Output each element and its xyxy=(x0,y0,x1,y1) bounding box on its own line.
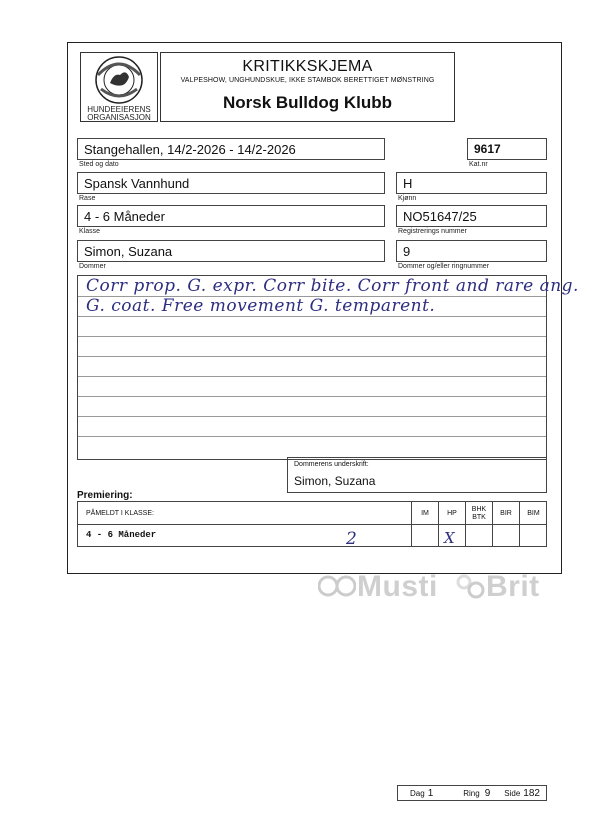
catalog-number-label: Kat.nr xyxy=(469,161,488,168)
ring-footer-label: Ring xyxy=(463,788,480,798)
col-bhk-btk: BHK BTK xyxy=(465,502,492,525)
registration-label: Registrerings nummer xyxy=(398,228,467,235)
form-subtitle: VALPESHOW, UNGHUNDSKUE, IKKE STAMBOK BERETTIGET MØNSTRING xyxy=(180,77,435,84)
club-name: Norsk Bulldog Klubb xyxy=(222,93,393,112)
premiering-class: 4 - 6 Måneder xyxy=(86,530,157,540)
registration-field[interactable]: NO51647/25 xyxy=(396,205,547,227)
critique-line-2: G. coat. Free movement G. temparent. xyxy=(86,296,436,316)
critique-line-1: Corr prop. G. expr. Corr bite. Corr front and rare ang. xyxy=(86,276,579,296)
day-value: 1 xyxy=(427,787,434,799)
page-value: 182 xyxy=(523,787,540,799)
class-label: Klasse xyxy=(79,228,101,235)
page-label: Side xyxy=(504,788,521,798)
judge-field[interactable]: Simon, Suzana xyxy=(77,240,385,262)
page-footer xyxy=(397,785,547,801)
cell-bhk-btk[interactable] xyxy=(465,525,492,546)
ring-field[interactable]: 9 xyxy=(396,240,547,262)
note-line xyxy=(78,396,546,397)
sponsor-brit: Brit xyxy=(486,570,540,603)
ring-label: Dommer og/eller ringnummer xyxy=(398,263,490,270)
entered-in-class-label: PÅMELDT I KLASSE: xyxy=(86,510,154,517)
sex-field[interactable]: H xyxy=(396,172,547,194)
club-logo xyxy=(80,52,158,122)
judge-label: Dommer xyxy=(79,263,106,270)
col-bim: BIM xyxy=(519,502,547,525)
critique-area[interactable] xyxy=(77,275,579,460)
venue-field[interactable]: Stangehallen, 14/2-2026 - 14/2-2026 xyxy=(77,138,385,160)
logo-line-2: ORGANISASJON xyxy=(87,113,151,122)
note-line xyxy=(78,316,546,317)
hp-mark: X xyxy=(444,529,455,547)
sponsor-musti: Musti xyxy=(357,570,438,603)
signature-label: Dommerens underskrift: xyxy=(294,461,369,468)
judge-signature-box[interactable] xyxy=(287,457,547,493)
musti-logo-icon xyxy=(318,572,356,600)
note-line xyxy=(78,376,546,377)
brit-logo-icon xyxy=(454,572,486,600)
note-line xyxy=(78,356,546,357)
ring-footer-value: 9 xyxy=(484,787,491,799)
premiering-label: Premiering: xyxy=(77,490,133,501)
form-title: KRITIKKSKJEMA xyxy=(242,58,373,75)
col-bir: BIR xyxy=(492,502,519,525)
premiering-table xyxy=(77,501,547,547)
entered-count: 2 xyxy=(346,529,357,549)
catalog-number-field[interactable]: 9617 xyxy=(467,138,547,160)
signature-value: Simon, Suzana xyxy=(294,474,376,488)
sex-label: Kjønn xyxy=(398,195,417,202)
logo-line-1: HUNDEEIERENS xyxy=(87,105,151,114)
note-line xyxy=(78,436,546,437)
cell-im[interactable] xyxy=(411,525,438,546)
cell-bir[interactable] xyxy=(492,525,519,546)
day-label: Dag xyxy=(410,788,425,798)
breed-label: Rase xyxy=(79,195,96,202)
col-hp: HP xyxy=(438,502,465,525)
venue-label: Sted og dato xyxy=(79,161,119,168)
col-im: IM xyxy=(411,502,438,525)
class-field[interactable]: 4 - 6 Måneder xyxy=(77,205,385,227)
cell-bim[interactable] xyxy=(519,525,547,546)
note-line xyxy=(78,336,546,337)
form-header xyxy=(160,52,455,122)
kennel-club-seal-icon xyxy=(92,55,146,105)
note-line xyxy=(78,416,546,417)
breed-field[interactable]: Spansk Vannhund xyxy=(77,172,385,194)
